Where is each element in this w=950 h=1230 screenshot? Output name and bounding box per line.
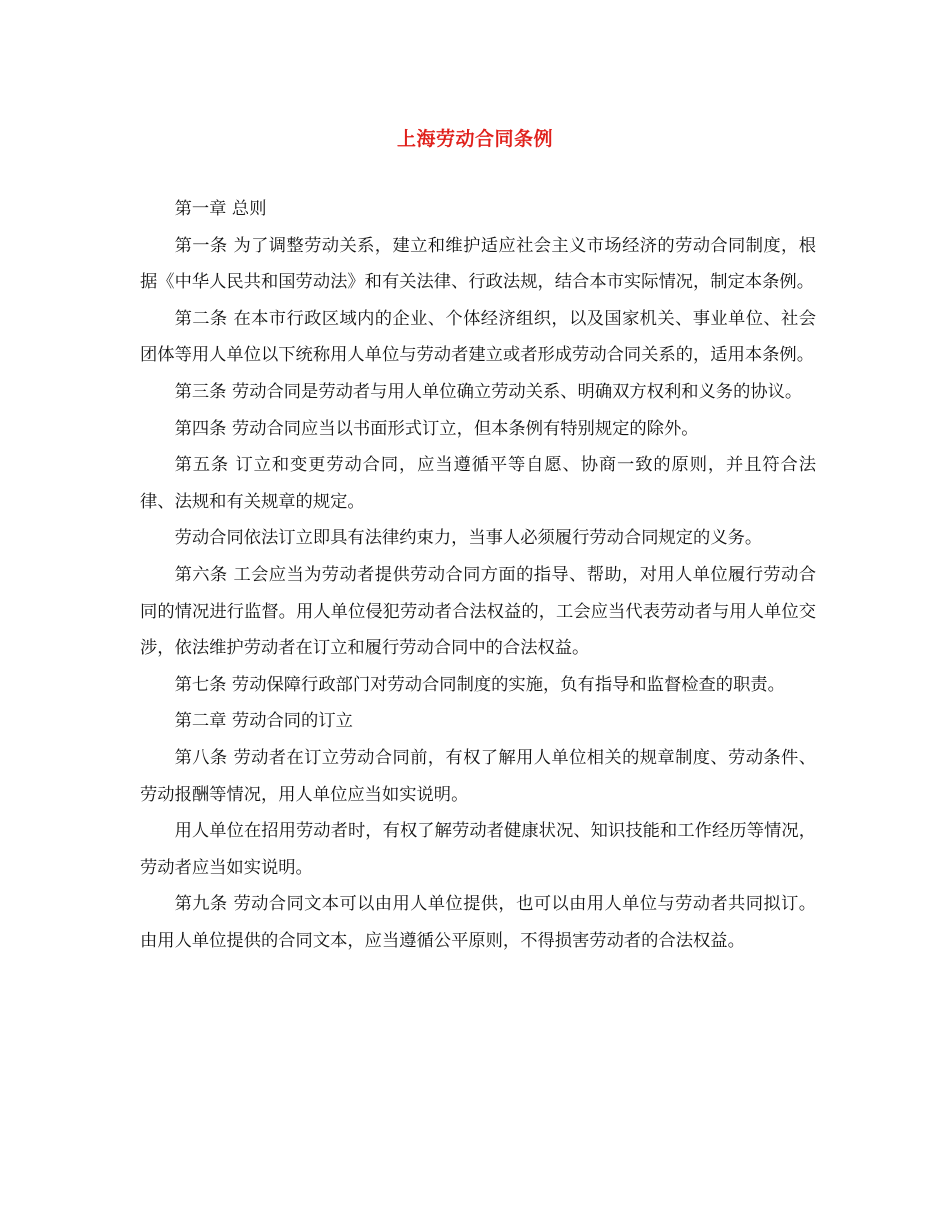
- article-paragraph: 第九条 劳动合同文本可以由用人单位提供，也可以由用人单位与劳动者共同拟订。由用人单位提供的合同文本，应当遵循公平原则，不得损害劳动者的合法权益。: [140, 894, 816, 951]
- article-paragraph: 第一条 为了调整劳动关系，建立和维护适应社会主义市场经济的劳动合同制度，根据《中华人民共和国劳动法》和有关法律、行政法规，结合本市实际情况，制定本条例。: [140, 235, 816, 293]
- article-paragraph: 第五条 订立和变更劳动合同，应当遵循平等自愿、协商一致的原则，并且符合法律、法规和有关规章的规定。: [140, 455, 816, 512]
- chapter-heading: 第一章 总则: [174, 199, 267, 219]
- article-paragraph: 第三条 劳动合同是劳动者与用人单位确立劳动关系、明确双方权利和义务的协议。: [174, 381, 803, 402]
- article-paragraph: 劳动合同依法订立即具有法律约束力，当事人必须履行劳动合同规定的义务。: [174, 528, 763, 549]
- article-paragraph: 第八条 劳动者在订立劳动合同前，有权了解用人单位相关的规章制度、劳动条件、劳动报酬等情况，用人单位应当如实说明。: [140, 747, 816, 805]
- article-paragraph: 第七条 劳动保障行政部门对劳动合同制度的实施，负有指导和监督检查的职责。: [174, 674, 785, 695]
- document-body: [140, 191, 816, 959]
- article-paragraph: 第四条 劳动合同应当以书面形式订立，但本条例有特别规定的除外。: [174, 418, 699, 439]
- document-title: 上海劳动合同条例: [396, 128, 553, 150]
- chapter-heading: 第二章 劳动合同的订立: [174, 711, 353, 732]
- article-paragraph: 第二条 在本市行政区域内的企业、个体经济组织，以及国家机关、事业单位、社会团体等用人单位以下统称用人单位与劳动者建立或者形成劳动合同关系的，适用本条例。: [140, 308, 816, 366]
- article-paragraph: 第六条 工会应当为劳动者提供劳动合同方面的指导、帮助，对用人单位履行劳动合同的情况进行监督。用人单位侵犯劳动者合法权益的，工会应当代表劳动者与用人单位交涉，依法维护劳动者在订立和履行劳动合同中的合法权益。: [140, 564, 816, 659]
- article-paragraph: 用人单位在招用劳动者时，有权了解劳动者健康状况、知识技能和工作经历等情况，劳动者应当如实说明。: [140, 821, 816, 878]
